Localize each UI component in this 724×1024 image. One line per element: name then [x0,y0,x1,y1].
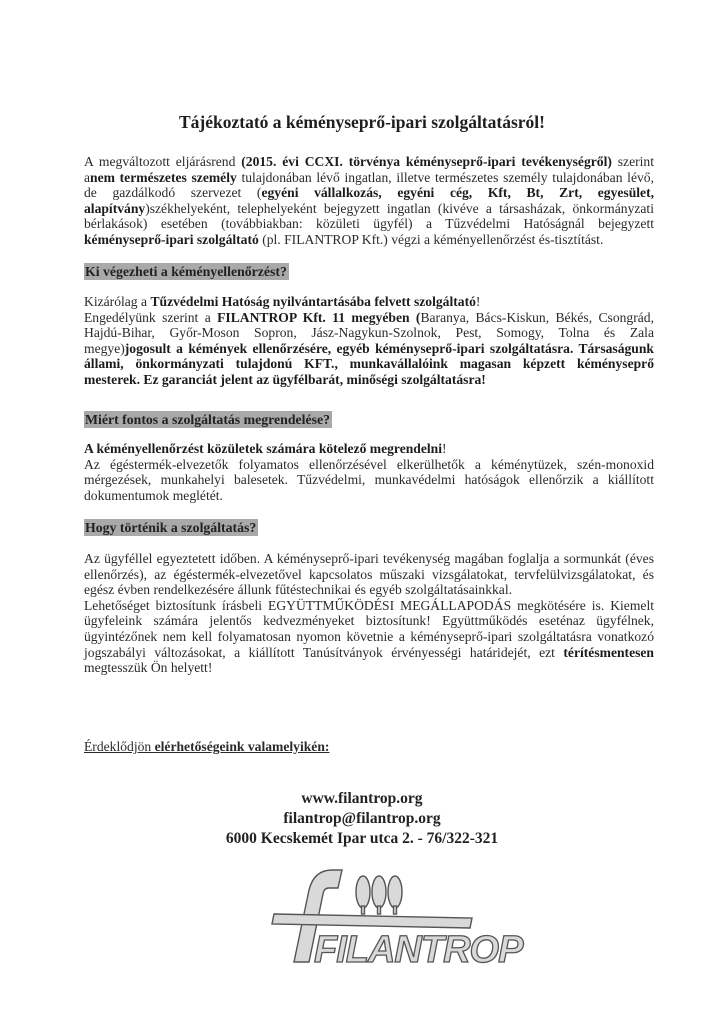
text-run: Az égéstermék-elvezetők folyamatos ellenőrzésével elkerülhetők a kéménytüzek, szén-monoxid mérgezések, munkahelyi balesetek. Tűzvédelmi, munkavédelmi hatóságok ellenőrzik a kiállított dokumentumok meglétét. [84,456,654,503]
section-body-who [84,294,654,388]
text-run: szerint a [84,154,654,185]
section-heading-how: Hogy történik a szolgáltatás? [85,520,257,535]
filantrop-logo [254,862,523,972]
bold-text: nem természetes személy [90,169,237,185]
text-run: A megváltozott eljárásrend [84,154,242,169]
section-heading-who: Ki végezheti a kéményellenőrzést? [85,264,287,279]
tree-icon [388,876,402,914]
bold-text: jogosult a kémények ellenőrzésére, egyéb kéményseprő-ipari szolgáltatásra. Társaságunk állami, önkormányzati tulajdonú KFT., munkavállalóink magasan képzett kéményseprő mesterek. Ez garanciát jelent az ügyfélbarát, minőségi szolgáltatásra! [84,340,654,387]
text-run: (pl. FILANTROP Kft.) végzi a kéményellenőrzést és-tisztítást. [258,231,604,247]
text-run: Engedélyünk szerint a [84,309,218,325]
three-trees-logo-icon [254,862,523,972]
text-run: )székhelyeként, telephelyeként bejegyzett ingatlan (kivéve a társasházak, önkormányzati bérlakások) esetében (továbbiakban: közületi ügyfél) a Tűzvédelmi Hatóságnál bejegyzett [84,200,654,232]
bold-text: FILANTROP Kft. 11 megyében ( [217,309,421,325]
bold-text: térítésmentesen [563,644,654,660]
bold-text: A kéményellenőrzést közületek számára kötelező megrendelni [84,441,443,456]
text-run: megtesszük Ön helyett! [84,660,213,676]
contact-invite [84,739,329,755]
tree-icon [372,876,386,914]
intro-paragraph [84,154,654,248]
invite-bold: elérhetőségeink valamelyikén: [154,739,330,754]
contact-email[interactable]: filantrop@filantrop.org [283,810,441,827]
bold-text: kéményseprő-ipari szolgáltató [84,231,259,247]
tree-icon [356,876,370,914]
bold-text: (2015. évi CCXI. törvénya kéményseprő-ipari tevékenységről) [241,154,612,169]
invite-plain: Érdeklődjön [84,739,155,754]
bold-text: Tűzvédelmi Hatóság nyilvántartásába felvett szolgáltató [150,294,476,309]
text-run: Az ügyféllel egyeztetett időben. A kéményseprő-ipari tevékenység magában foglalja a sormunkát (éves ellenőrzés), az égéstermék-elvezetővel kapcsolatos műszaki vizsgálatokat, tervfelülvizsgálatokat, és egész évben rendelkezésére állunk fűtéstechnikai és egyéb szolgáltatásainkkal. [84,551,654,598]
text-run: Baranya, Bács-Kiskun, Békés, Csongrád, Hajdú-Bihar, Győr-Moson Sopron, Jász-Nagykun-Szolnok, Pest, Somogy, Tolna és Zala megye) [84,309,654,356]
text-run: Lehetőséget biztosítunk írásbeli EGYÜTTMŰKÖDÉSI MEGÁLLAPODÁS megkötésére is. Kiemelt ügyfeleink számára jelentős kedvezményeket biztosítunk! Együttműködés eseténaz ügyfélnek, ügyintézőnek nem kell folyamatosan nyomon követnie a kéményseprő-ipari szolgáltatásra vonatkozó jogszabályi változásokat, a kiállított Tanúsítványok érvényességi határidejét, ezt [84,597,654,660]
text-run: tulajdonában lévő ingatlan, illetve természetes személy tulajdonában lévő, de gazdálkodó szervezet ( [84,169,654,201]
contact-website[interactable]: www.filantrop.org [301,790,423,807]
section-body-how [84,551,654,676]
contact-address-phone: 6000 Kecskemét Ipar utca 2. - 76/322-321 [225,830,499,847]
text-run: ! [442,441,447,456]
logo-text: FILANTROP [314,929,523,971]
text-run: Kizárólag a [84,294,151,309]
text-run: ! [475,294,481,309]
document-title: Tájékoztató a kéményseprő-ipari szolgáltatásról! [179,112,545,132]
section-body-why [84,441,654,503]
bold-text: egyéni vállalkozás, egyéni cég, Kft, Bt, Zrt, egyesület, alapítvány [84,185,655,216]
section-heading-why: Miért fontos a szolgáltatás megrendelése? [85,412,330,427]
